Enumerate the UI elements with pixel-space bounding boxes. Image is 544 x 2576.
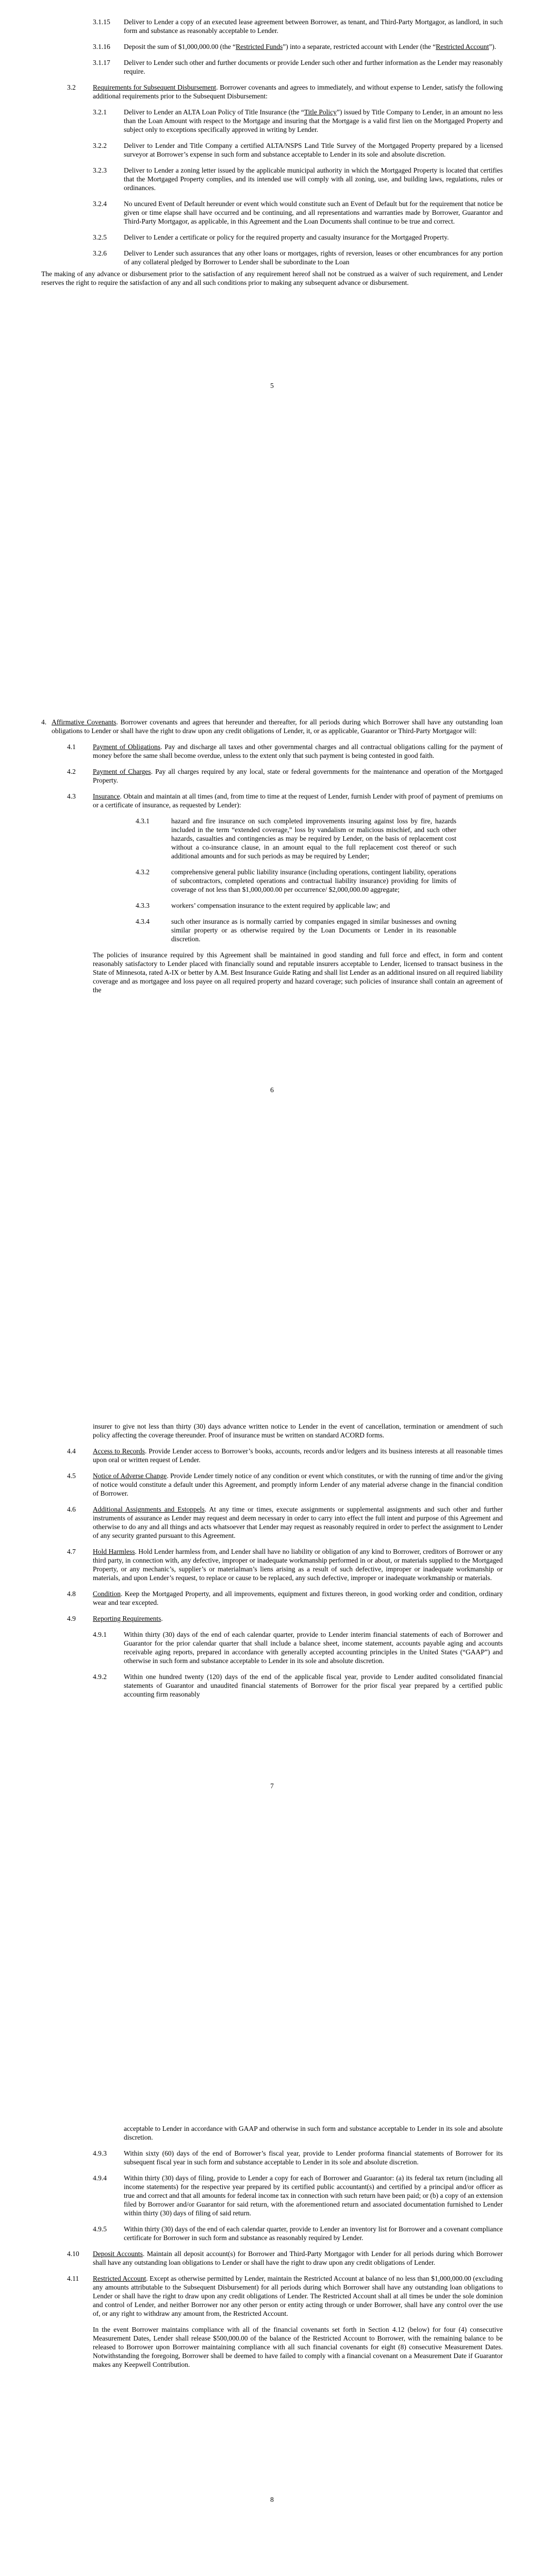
section-number: 4.4	[67, 1447, 76, 1455]
clause-4-3-1	[41, 817, 503, 860]
reporting-continuation-paragraph: acceptable to Lender in accordance with GAAP and otherwise in such form and substance acceptable to Lender in its sole and absolute discretion.	[124, 2125, 503, 2141]
section-heading: Access to Records	[93, 1447, 145, 1455]
section-body: . Borrower covenants and agrees to immediately, and without expense to Lender, satisfy the following additional requirements prior to the Subsequent Disbursement:	[93, 83, 503, 100]
clause-text: Within thirty (30) days of filing, provide to Lender a copy for each of Borrower and Guarantor: (a) its federal tax return (including all income statements) for the respective year prepared by its certified public accountant(s) and certified by a principal and/or officer as true and correct and that all amounts for federal income tax in connection with such return have been paid; or (b) a copy of an extension filed by Borrower and/or Guarantor for said return, with the aforementioned return and associated documentation furnished to Lender within thirty (30) days of filing of said return.	[124, 2174, 503, 2217]
clause-text-part: ”).	[489, 43, 497, 50]
section-number: 4.2	[67, 768, 76, 775]
clause-4-3-3	[41, 901, 503, 910]
section-number: 4.	[41, 718, 47, 726]
clause-number: 4.3.2	[136, 868, 150, 876]
section-text	[52, 718, 503, 735]
section-text	[93, 1614, 503, 1623]
page-7-body	[41, 1422, 503, 1706]
section-heading: Hold Harmless	[93, 1548, 135, 1555]
section-4-1	[41, 742, 503, 760]
section-4-8	[41, 1589, 503, 1607]
clause-number: 3.2.3	[93, 166, 107, 174]
clause-text: comprehensive general public liability insurance (including operations, contingent liability, operations of subcontractors, completed operations and contractual liability insurance) providing for limits of coverage of not less than $1,000,000.00 per occurrence/ $2,000,000.00 aggregate;	[171, 868, 456, 893]
section-text	[93, 767, 503, 785]
section-body: . Borrower covenants and agrees that hereunder and thereafter, for all periods during which Borrower shall have any outstanding loan obligations to Lender or shall have the right to draw upon any credit obligations of Lender, it, or as applicable, Guarantor or Third-Party Mortgagor will:	[52, 718, 503, 735]
document-page-7	[0, 1406, 544, 2110]
page-number: 5	[270, 382, 274, 389]
section-number: 4.10	[67, 2250, 79, 2258]
section-4-10	[41, 2249, 503, 2267]
section-heading: Deposit Accounts	[93, 2250, 143, 2258]
section-4-4	[41, 1447, 503, 1464]
clause-text-part: Deliver to Lender an ALTA Loan Policy of Title Insurance (the “	[124, 108, 304, 116]
clause-text: Within thirty (30) days of the end of each calendar quarter, provide to Lender an inventory list for Borrower and a covenant compliance certificate for Borrower in such form and substance as reasonably required by Lender.	[124, 2225, 503, 2242]
section-body: . Keep the Mortgaged Property, and all improvements, equipment and fixtures thereon, in good working order and condition, ordinary wear and tear excepted.	[93, 1590, 503, 1606]
clause-number: 3.2.5	[93, 233, 107, 241]
document-page-6	[0, 703, 544, 1406]
clause-number: 3.1.17	[93, 59, 110, 66]
section-number: 4.3	[67, 792, 76, 800]
section-heading: Requirements for Subsequent Disbursement	[93, 83, 217, 91]
section-body: . Provide Lender timely notice of any condition or event which constitutes, or with the running of time and/or the giving of notice would constitute a default under this Agreement, and promptly inform Lender of any material adverse change in the financial condition of Borrower.	[93, 1472, 503, 1497]
clause-3-1-17	[41, 58, 503, 76]
clause-text-part: Deposit the sum of $1,000,000.00 (the “	[124, 43, 236, 50]
defined-term-restricted-funds: Restricted Funds	[236, 43, 283, 50]
document-page-5	[0, 0, 544, 703]
clause-4-9-4	[41, 2174, 503, 2217]
clause-4-3-4	[41, 917, 503, 943]
clause-text: workers’ compensation insurance to the extent required by applicable law; and	[171, 902, 390, 909]
section-heading: Payment of Obligations	[93, 743, 161, 751]
section-4-7	[41, 1547, 503, 1582]
clause-text	[124, 42, 503, 51]
clause-4-9-1	[41, 1630, 503, 1665]
clause-text: Within sixty (60) days of the end of Borrower’s fiscal year, provide to Lender proforma financial statements of Borrower for its subsequent fiscal year in such form and substance acceptable to Lender in its sole and absolute discretion.	[124, 2149, 503, 2166]
section-3-2	[41, 83, 503, 100]
clause-3-2-3	[41, 166, 503, 192]
clause-3-2-5	[41, 233, 503, 242]
clause-text: No uncured Event of Default hereunder or event which would constitute such an Event of Default but for the requirement that notice be given or time elapse shall have occurred and be continuing, and all representations and warranties made by Borrower, Guarantor and Third-Party Mortgagor, as applicable, in this Agreement and the Loan Documents shall continue to be true and correct.	[124, 200, 503, 225]
section-heading: Condition	[93, 1590, 121, 1598]
section-text	[93, 742, 503, 760]
section-number: 4.9	[67, 1615, 76, 1622]
restricted-account-release-paragraph: In the event Borrower maintains compliance with all of the financial covenants set forth in Section 4.12 (below) for four (4) consecutive Measurement Dates, Lender shall release $500,000.00 of the balance of the Restricted Account to Borrower, with the remaining balance to be released to Borrower upon Borrower maintaining compliance with all such financial covenants for eight (8) consecutive Measurement Dates. Notwithstanding the foregoing, Borrower shall be deemed to have failed to comply with a financial covenant on a Measurement Date if Guarantor makes any Keepwell Contribution.	[93, 2326, 503, 2368]
clause-text: Deliver to Lender such other and further documents or provide Lender such other and further information as the Lender may reasonably require.	[124, 59, 503, 75]
section-heading: Restricted Account	[93, 2275, 146, 2282]
clause-3-1-16	[41, 42, 503, 51]
section-body: . Hold Lender harmless from, and Lender shall have no liability or obligation of any kind to Borrower, creditors of Borrower or any third party, in connection with, any defective, improper or inadequate workmanship performed in or about, or materials supplied to the Mortgaged Property, or any mechanic’s, supplier’s or materialman’s liens arising as a result of such defective, improper or inadequate workmanship or materials, and upon Lender’s request, to replace or cause to be replaced, any such defective, improper or inadequate workmanship or materials.	[93, 1548, 503, 1582]
defined-term-restricted-account: Restricted Account	[436, 43, 489, 50]
section-4-5	[41, 1471, 503, 1498]
clause-number: 4.9.3	[93, 2149, 107, 2157]
section-4-9	[41, 1614, 503, 1623]
page-5-body	[41, 18, 503, 294]
clause-number: 3.1.16	[93, 43, 110, 50]
section-heading: Payment of Charges	[93, 768, 151, 775]
section-text	[93, 2249, 503, 2267]
section-text	[93, 83, 503, 100]
section-number: 4.6	[67, 1505, 76, 1513]
page-number: 8	[270, 2496, 274, 2503]
section-number: 3.2	[67, 83, 76, 91]
section-number: 4.1	[67, 743, 76, 751]
clause-text: such other insurance as is normally carried by companies engaged in similar businesses and owning similar property or as otherwise required by the Loan Documents or Lender in its reasonable discretion.	[171, 918, 456, 943]
section-heading: Insurance	[93, 792, 120, 800]
section-number: 4.11	[67, 2275, 79, 2282]
section-body: .	[161, 1615, 163, 1622]
section-text	[93, 1505, 503, 1540]
clause-text: Deliver to Lender a certificate or policy for the required property and casualty insurance for the Mortgaged Property.	[124, 233, 449, 241]
clause-number: 4.3.1	[136, 817, 150, 825]
clause-3-2-1	[41, 108, 503, 134]
section-body: . Maintain all deposit account(s) for Borrower and Third-Party Mortgagor with Lender for all periods during which Borrower shall have any outstanding loan obligations to Lender or shall have the right to draw upon any credit obligations of Lender.	[93, 2250, 503, 2266]
insurance-policies-paragraph: The policies of insurance required by this Agreement shall be maintained in good standing and full force and effect, in form and content reasonably satisfactory to Lender placed with financially sound and reputable insurers acceptable to Lender, licensed to transact business in the State of Minnesota, rated A-IX or better by A.M. Best Insurance Guide Rating and shall list Lender as an additional insured on all required liability coverage and as mortgagee and loss payee on all required property and hazard coverage; such policies of insurance shall contain an agreement of the	[93, 951, 503, 994]
clause-text: Within one hundred twenty (120) days of the end of the applicable fiscal year, provide to Lender audited consolidated financial statements of Guarantor and unaudited financial statements of Borrower for the prior fiscal year prepared by a certified public accounting firm reasonably	[124, 1673, 503, 1698]
clause-text: Within thirty (30) days of the end of each calendar quarter, provide to Lender interim financial statements of each of Borrower and Guarantor for the prior calendar quarter that shall include a balance sheet, income statement, accounts payable aging and accounts receivable aging reports, prepared in accordance with generally accepted accounting principles in the United States (“GAAP”) and otherwise in such form and substance acceptable to Lender in its sole and absolute discretion.	[124, 1631, 503, 1665]
section-4-11	[41, 2274, 503, 2318]
page-number: 6	[270, 1086, 274, 1094]
section-text	[93, 1447, 503, 1464]
section-heading: Reporting Requirements	[93, 1615, 161, 1622]
section-text	[93, 1547, 503, 1582]
section-number: 4.5	[67, 1472, 76, 1480]
clause-number: 3.2.1	[93, 108, 107, 116]
section-4	[41, 718, 503, 735]
section-heading: Notice of Adverse Change	[93, 1472, 167, 1480]
clause-text: Deliver to Lender and Title Company a certified ALTA/NSPS Land Title Survey of the Mortgaged Property prepared by a licensed surveyor at Borrower’s expense in such form and substance acceptable to Lender in its sole and absolute discretion.	[124, 142, 503, 158]
clause-number: 3.2.2	[93, 142, 107, 149]
section-body: . Provide Lender access to Borrower’s books, accounts, records and/or ledgers and its business interests at all reasonable times upon oral or written request of Lender.	[93, 1447, 503, 1464]
clause-3-2-4	[41, 199, 503, 226]
clause-text-part: ”) into a separate, restricted account with Lender (the “	[283, 43, 436, 50]
section-4-2	[41, 767, 503, 785]
clause-number: 4.3.4	[136, 918, 150, 925]
clause-text: Deliver to Lender a zoning letter issued by the applicable municipal authority in which the Mortgaged Property is located that certifies that the Mortgaged Property complies, and its intended use will comply with all zoning, use, and building laws, regulations, rules or ordinances.	[124, 166, 503, 192]
section-body: . Pay all charges required by any local, state or federal governments for the maintenance and operation of the Mortgaged Property.	[93, 768, 503, 784]
clause-number: 4.9.1	[93, 1631, 107, 1638]
section-body: . At any time or times, execute assignments or supplemental assignments and such other and further instruments of assurance as Lender may request and deem necessary in order to carry into effect the full intent and purpose of this Agreement and otherwise to do any and all things and acts whatsoever that Lender may request as reasonably required in order to perfect the assignment to Lender of any security granted pursuant to this Agreement.	[93, 1505, 503, 1539]
clause-number: 4.9.2	[93, 1673, 107, 1681]
clause-number: 4.9.5	[93, 2225, 107, 2233]
insurance-continuation-paragraph: insurer to give not less than thirty (30) days advance written notice to Lender in the event of cancellation, termination or amendment of such policy affecting the coverage thereunder. Proof of insurance must be written on standard ACORD forms.	[93, 1422, 503, 1439]
defined-term-title-policy: Title Policy	[304, 108, 337, 116]
clause-number: 3.2.4	[93, 200, 107, 208]
clause-text: Deliver to Lender such assurances that any other loans or mortgages, rights of reversion, leases or other encumbrances for any portion of any collateral pledged by Borrower to Lender shall be subordinate to the Loan	[124, 249, 503, 266]
section-heading: Affirmative Covenants	[52, 718, 117, 726]
clause-text	[124, 108, 503, 134]
closing-paragraph: The making of any advance or disbursement prior to the satisfaction of any requirement hereof shall not be construed as a waiver of such requirement, and Lender reserves the right to require the satisfaction of any and all such conditions prior to making any subsequent advance or disbursement.	[41, 270, 503, 286]
page-number: 7	[270, 1782, 274, 1790]
section-4-3	[41, 792, 503, 809]
section-text	[93, 2274, 503, 2318]
document-page-8	[0, 2110, 544, 2576]
clause-4-9-3	[41, 2149, 503, 2166]
section-number: 4.8	[67, 1590, 76, 1598]
section-text	[93, 792, 503, 809]
clause-4-9-2	[41, 1672, 503, 1699]
section-number: 4.7	[67, 1548, 76, 1555]
clause-3-2-2	[41, 141, 503, 159]
section-body: . Obtain and maintain at all times (and, from time to time at the request of Lender, furnish Lender with proof of payment of premiums on or a certificate of insurance, as requested by Lender):	[93, 792, 503, 809]
clause-number: 3.1.15	[93, 18, 110, 26]
clause-4-3-2	[41, 868, 503, 894]
clause-number: 4.9.4	[93, 2174, 107, 2182]
clause-4-9-5	[41, 2225, 503, 2242]
section-4-6	[41, 1505, 503, 1540]
clause-number: 3.2.6	[93, 249, 107, 257]
section-body: . Pay and discharge all taxes and other governmental charges and all contractual obligations calling for the payment of money before the same shall become overdue, unless to the extent only that such payment is being contested in good faith.	[93, 743, 503, 759]
page-8-body	[41, 2124, 503, 2376]
page-6-body	[41, 718, 503, 1002]
clause-text: hazard and fire insurance on such completed improvements insuring against loss by fire, hazards included in the term “extended coverage,” loss by vandalism or malicious mischief, and such other hazards, casualties and contingencies as may be required by Lender, on the basis of replacement cost without a co-insurance clause, in an amount equal to the full replacement cost thereof or such additional amounts and for such periods as may be required by Lender;	[171, 817, 456, 860]
section-text	[93, 1471, 503, 1498]
clause-3-2-6	[41, 249, 503, 266]
clause-3-1-15	[41, 18, 503, 35]
clause-text: Deliver to Lender a copy of an executed lease agreement between Borrower, as tenant, and Third-Party Mortgagor, as landlord, in such form and substance as reasonably acceptable to Lender.	[124, 18, 503, 35]
section-heading: Additional Assignments and Estoppels	[93, 1505, 205, 1513]
clause-text-part: ”) issued by Title Company to Lender, in an amount no less than the Loan Amount with respect to the Mortgage and insuring that the Mortgage is a valid first lien on the Mortgaged Property and subject only to exceptions specifically approved in writing by Lender.	[124, 108, 503, 133]
clause-number: 4.3.3	[136, 902, 150, 909]
section-body: . Except as otherwise permitted by Lender, maintain the Restricted Account at balance of no less than $1,000,000.00 (excluding any amounts attributable to the Subsequent Disbursement) for all periods during which Borrower shall have any outstanding loan obligations to Lender or shall have the right to draw upon any credit obligations of Lender. The Restricted Account shall at all times be under the sole dominion and control of Lender, and neither Borrower nor any other person or entity acting through or under Borrower, shall have any control over the use of, or any right to withdraw any amount from, the Restricted Account.	[93, 2275, 503, 2317]
section-text	[93, 1589, 503, 1607]
